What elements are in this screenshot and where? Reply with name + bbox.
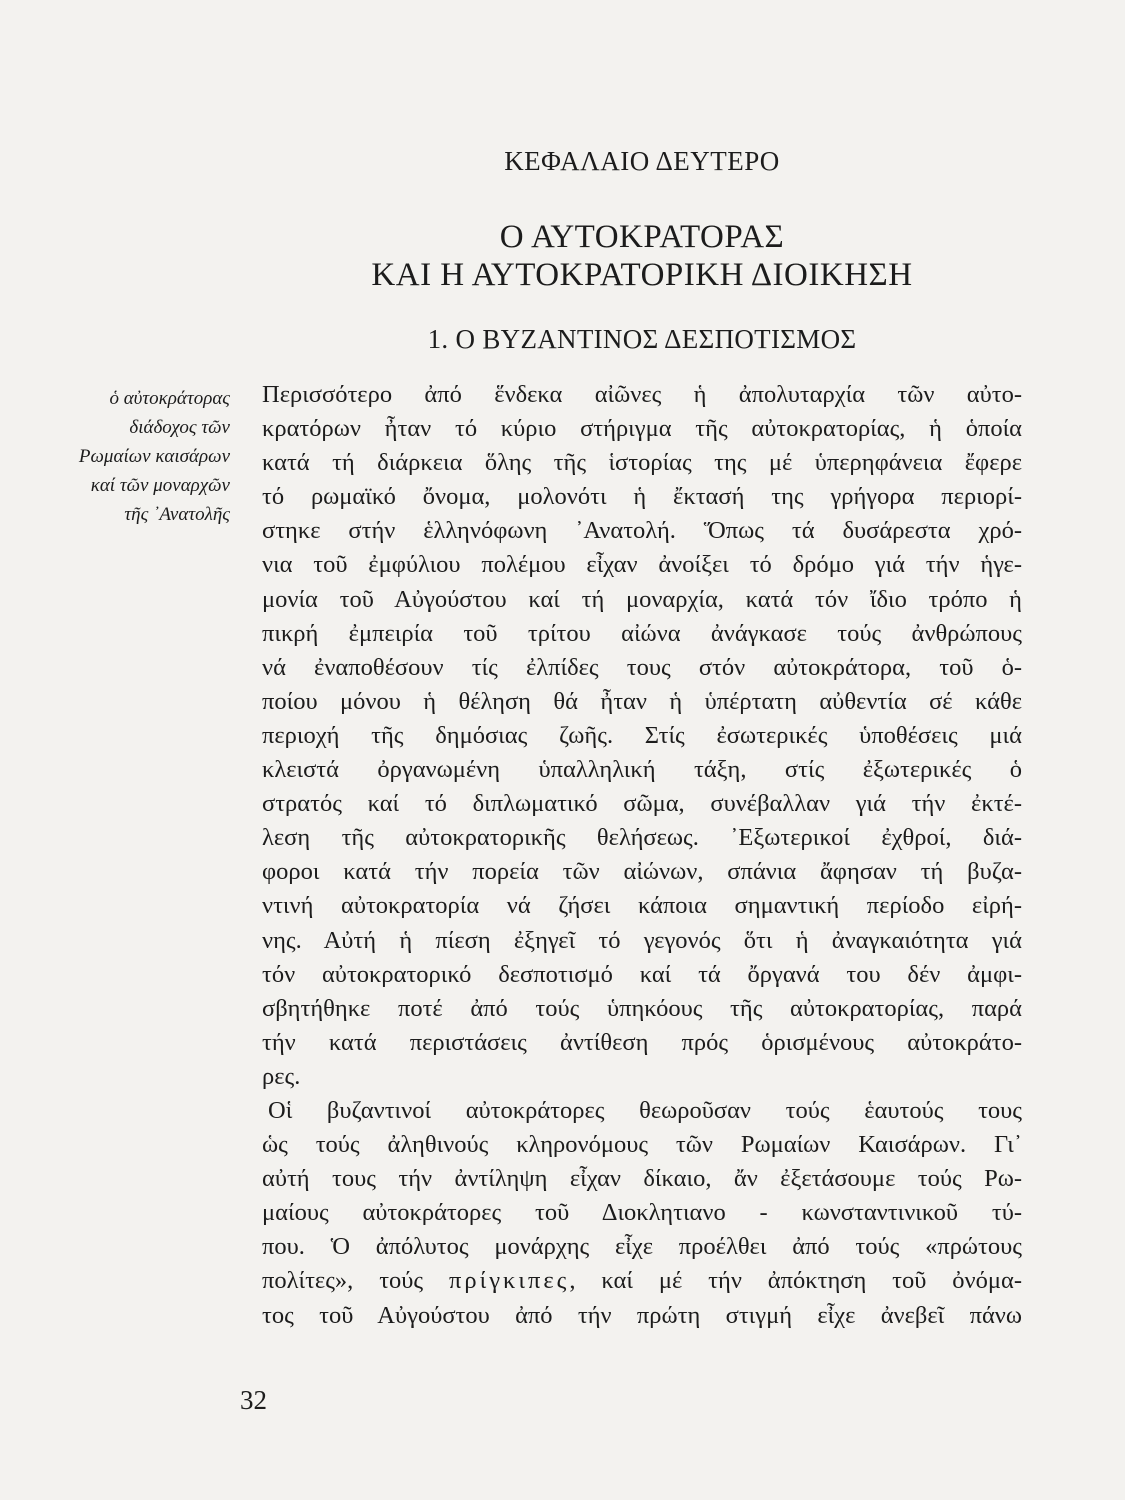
chapter-title-line-1: Ο ΑΥΤΟΚΡΑΤΟΡΑΣ: [499, 219, 785, 255]
text-line: νια τοῦ ἐμφύλιου πολέμου εἶχαν ἀνοίξει τό δρόμο γιά τήν ἡγε-: [262, 551, 1022, 579]
text-line: ρες.: [262, 1062, 301, 1090]
text-line: στηκε στήν ἑλληνόφωνη ᾿Ανατολή. Ὅπως τά δυσάρεστα χρό-: [262, 517, 1022, 545]
page-number: 32: [240, 1385, 267, 1415]
text-line: τό ρωμαϊκό ὄνομα, μολονότι ἡ ἔκτασή της γρήγορα περιορί-: [262, 483, 1022, 511]
margin-note-line: Ρωμαίων καισάρων: [78, 446, 230, 467]
text-line: σβητήθηκε ποτέ ἀπό τούς ὑπηκόους τῆς αὐτοκρατορίας, παρά: [262, 994, 1022, 1022]
text-line: νης. Αὐτή ἡ πίεση ἐξηγεῖ τό γεγονός ὅτι ἡ ἀναγκαιότητα γιά: [262, 926, 1022, 954]
text-line: τος τοῦ Αὐγούστου ἀπό τήν πρώτη στιγμή εἶχε ἀνεβεῖ πάνω: [262, 1301, 1022, 1329]
margin-note: [20, 384, 230, 529]
text-line: τόν αὐτοκρατορικό δεσποτισμό καί τά ὄργανά του δέν ἀμφι-: [262, 960, 1022, 988]
text-line: φοροι κατά τήν πορεία τῶν αἰώνων, σπάνια ἄφησαν τή βυζα-: [262, 858, 1022, 886]
margin-note-line: τῆς ᾿Ανατολῆς: [124, 504, 230, 525]
text-line: στρατός καί τό διπλωματικό σῶμα, συνέβαλλαν γιά τήν ἐκτέ-: [262, 790, 1022, 818]
text-line: κατά τή διάρκεια ὅλης τῆς ἱστορίας της μέ ὑπερηφάνεια ἔφερε: [262, 449, 1022, 477]
margin-note-line: ὁ αὐτοκράτορας: [109, 388, 230, 409]
text-line: ποίου μόνου ἡ θέληση θά ἦταν ἡ ὑπέρτατη αὐθεντία σέ κάθε: [262, 687, 1022, 715]
text-line: αὐτή τους τήν ἀντίληψη εἶχαν δίκαιο, ἄν ἐξετάσουμε τούς Ρω-: [262, 1165, 1022, 1193]
body-text: [262, 378, 1022, 1333]
text-line: κρατόρων ἦταν τό κύριο στήριγμα τῆς αὐτοκρατορίας, ἡ ὁποία: [262, 415, 1022, 443]
text-line: [262, 1264, 1022, 1298]
text-line: μονία τοῦ Αὐγούστου καί τή μοναρχία, κατά τόν ἴδιο τρόπο ἡ: [262, 585, 1022, 613]
text-line: ὡς τούς ἀληθινούς κληρονόμους τῶν Ρωμαίων Καισάρων. Γι᾿: [262, 1131, 1022, 1159]
text-line: Οἱ βυζαντινοί αὐτοκράτορες θεωροῦσαν τούς ἑαυτούς τους: [268, 1096, 1022, 1124]
text-line: περιοχή τῆς δημόσιας ζωῆς. Στίς ἐσωτερικές ὑποθέσεις μιά: [262, 721, 1022, 749]
margin-note-line: διάδοχος τῶν: [129, 417, 230, 438]
text-segment: , καί μέ τήν ἀπόκτηση τοῦ ὀνόμα-: [569, 1267, 1023, 1295]
text-line: ντινή αὐτοκρατορία νά ζήσει κάποια σημαντική περίοδο εἰρή-: [262, 892, 1022, 920]
text-line: κλειστά ὀργανωμένη ὑπαλληλική τάξη, στίς ἐξωτερικές ὁ: [262, 756, 1022, 784]
chapter-label: ΚΕΦΑΛΑΙΟ ΔΕΥΤΕΡΟ: [504, 146, 780, 176]
paragraph-2: [262, 1094, 1022, 1333]
text-line: λεση τῆς αὐτοκρατορικῆς θελήσεως. ᾿Εξωτερικοί ἐχθροί, διά-: [262, 824, 1022, 852]
margin-note-line: καί τῶν μοναρχῶν: [90, 475, 230, 496]
text-line: νά ἐναποθέσουν τίς ἐλπίδες τους στόν αὐτοκράτορα, τοῦ ὁ-: [262, 653, 1022, 681]
text-line: τήν κατά περιστάσεις ἀντίθεση πρός ὁρισμένους αὐτοκράτο-: [262, 1028, 1022, 1056]
paragraph-1: [262, 378, 1022, 1094]
text-line: πικρή ἐμπειρία τοῦ τρίτου αἰώνα ἀνάγκασε τούς ἀνθρώπους: [262, 619, 1022, 647]
chapter-title: [262, 218, 1022, 294]
text-line: μαίους αὐτοκράτορες τοῦ Διοκλητιανο - κωνσταντινικοῦ τύ-: [262, 1199, 1022, 1227]
section-heading: 1. Ο ΒΥΖΑΝΤΙΝΟΣ ΔΕΣΠΟΤΙΣΜΟΣ: [427, 324, 857, 354]
text-line: που. Ὁ ἀπόλυτος μονάρχης εἶχε προέλθει ἀπό τούς «πρώτους: [262, 1233, 1022, 1261]
text-line: Περισσότερο ἀπό ἕνδεκα αἰῶνες ἡ ἀπολυταρχία τῶν αὐτο-: [262, 381, 1022, 408]
text-segment: πολίτες», τούς: [262, 1267, 424, 1295]
spaced-emphasis: πρίγκιπες: [449, 1267, 570, 1295]
chapter-title-line-2: ΚΑΙ Η ΑΥΤΟΚΡΑΤΟΡΙΚΗ ΔΙΟΙΚΗΣΗ: [371, 257, 913, 293]
